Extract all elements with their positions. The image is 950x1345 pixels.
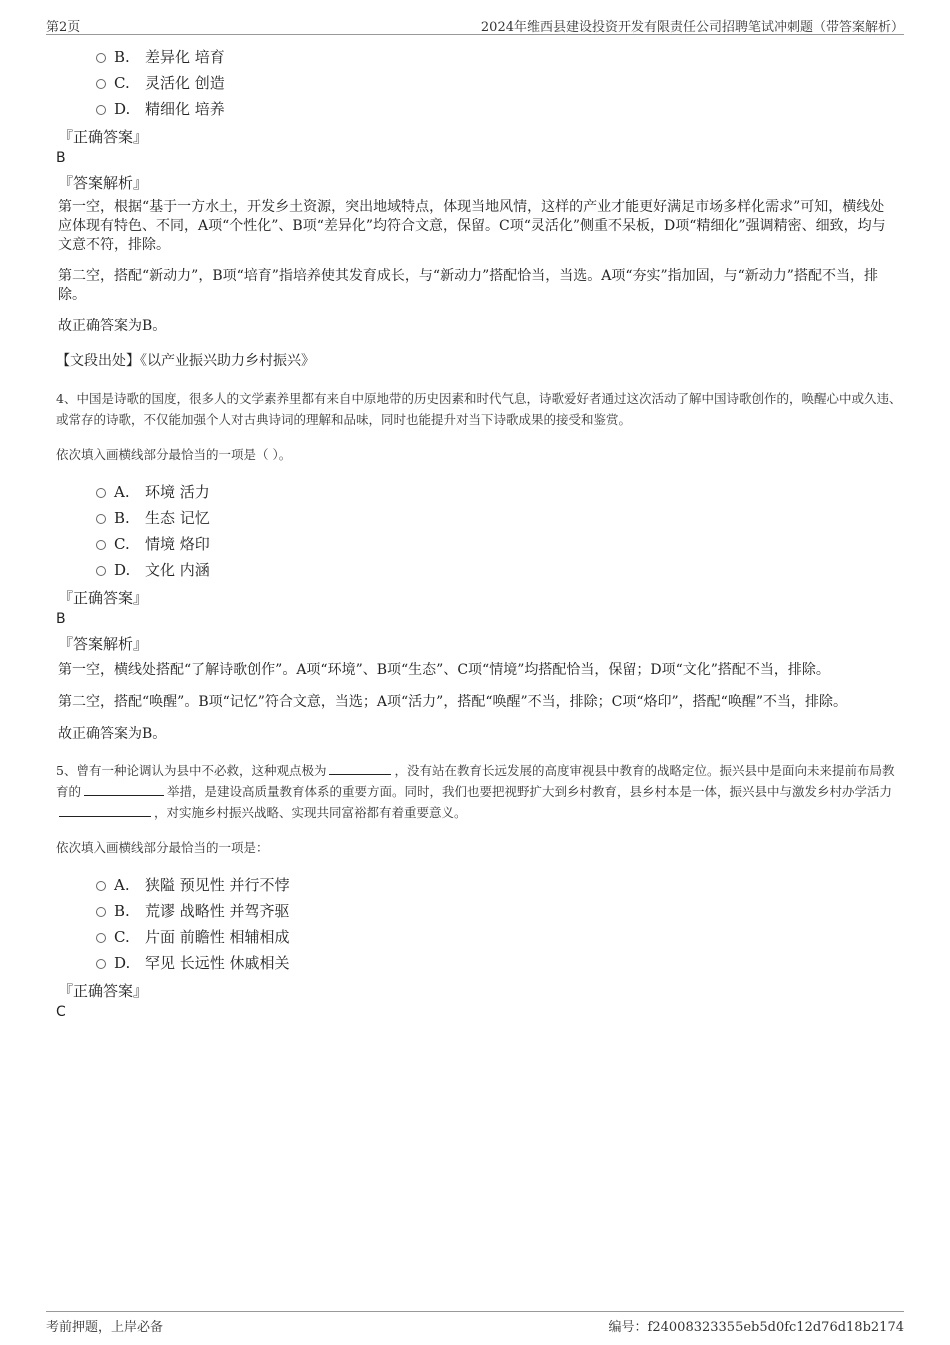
q4-stem: 4、中国是诗歌的国度，很多人的文学素养里都有来自中原地带的历史因素和时代气息，诗歌爱好者通过这次活动了解中国诗歌创作的，唤醒心中或久违、或常存的诗歌，不仅能加强个人对古典诗词的理解和品味，同时也能提升对当下诗歌成果的接受和鉴赏。 (56, 391, 902, 427)
q4-analysis-1: 第一空，横线处搭配“了解诗歌创作”。A项“环境”、B项“生态”、C项“情境”均搭配恰当，保留；D项“文化”搭配不当，排除。 (58, 662, 830, 678)
q3-option-b[interactable]: B. 差异化 培育 (56, 44, 902, 70)
radio-icon[interactable] (96, 105, 106, 115)
q3-option-d[interactable]: D. 精细化 培养 (56, 96, 902, 122)
radio-icon[interactable] (96, 907, 106, 917)
q5-instruction: 依次填入画横线部分最恰当的一项是： (56, 840, 269, 855)
blank-1 (329, 760, 391, 775)
blank-3 (59, 802, 151, 817)
q3-answer: B (56, 150, 66, 166)
q5-answer-label: 『正确答案』 (58, 982, 149, 1000)
radio-icon[interactable] (96, 79, 106, 89)
radio-icon[interactable] (96, 488, 106, 498)
q4-instruction: 依次填入画横线部分最恰当的一项是（ ）。 (56, 447, 292, 462)
q4-analysis-label: 『答案解析』 (58, 635, 149, 653)
footer-slogan: 考前押题，上岸必备 (46, 1320, 164, 1335)
q3-analysis-label: 『答案解析』 (58, 174, 149, 192)
q3-option-c[interactable]: C. 灵活化 创造 (56, 70, 902, 96)
q4-option-d[interactable]: D. 文化 内涵 (56, 557, 902, 583)
q4-options (56, 479, 902, 583)
radio-icon[interactable] (96, 933, 106, 943)
q3-analysis-1: 第一空，根据“基于一方水土，开发乡土资源，突出地域特点，体现当地风情，这样的产业才能更好满足市场多样化需求”可知，横线处应体现有特色、不同，A项“个性化”、B项“差异化”均符合文意，保留。C项“灵活化”侧重不呆板，D项“精细化”强调精密、细致，均与文意不符，排除。 (58, 199, 886, 253)
q4-option-c[interactable]: C. 情境 烙印 (56, 531, 902, 557)
page-number: 第2页 (46, 20, 81, 35)
q3-options (56, 44, 902, 122)
q3-analysis-2: 第二空，搭配“新动力”，B项“培育”指培养使其发育成长，与“新动力”搭配恰当，当选。A项“夯实”指加固，与“新动力”搭配不当，排除。 (58, 268, 878, 303)
radio-icon[interactable] (96, 959, 106, 969)
page-header (46, 14, 904, 35)
q5-options (56, 872, 902, 976)
page-content (56, 44, 902, 1022)
q5-answer: C (56, 1004, 66, 1020)
q3-answer-label: 『正确答案』 (58, 128, 149, 146)
q3-source: 【文段出处】《以产业振兴助力乡村振兴》 (56, 353, 315, 369)
blank-2 (84, 781, 164, 796)
q4-analysis-3: 故正确答案为B。 (58, 726, 167, 742)
q4-answer: B (56, 611, 66, 627)
radio-icon[interactable] (96, 540, 106, 550)
q3-analysis-3: 故正确答案为B。 (58, 318, 167, 334)
q5-stem: 5、曾有一种论调认为县中不必救，这种观点极为 ，没有站在教育长远发展的高度审视县中教育的战略定位。振兴县中是面向未来提前布局教育的 举措，是建设高质量教育体系的重要方面。同时，我们也要把视野扩大到乡村教育，县乡村本是一体，振兴县中与激发乡村办学活力，对实施乡村振兴战略、实现共同富裕都有着重要意义。 (56, 760, 902, 823)
document-code: 编号：f24008323355eb5d0fc12d76d18b2174 (608, 1320, 904, 1335)
document-title: 2024年维西县建设投资开发有限责任公司招聘笔试冲刺题（带答案解析） (480, 20, 904, 35)
q5-option-a[interactable]: A. 狭隘 预见性 并行不悖 (56, 872, 902, 898)
radio-icon[interactable] (96, 514, 106, 524)
radio-icon[interactable] (96, 53, 106, 63)
q5-option-b[interactable]: B. 荒谬 战略性 并驾齐驱 (56, 898, 902, 924)
q5-option-d[interactable]: D. 罕见 长远性 休戚相关 (56, 950, 902, 976)
radio-icon[interactable] (96, 566, 106, 576)
q4-option-a[interactable]: A. 环境 活力 (56, 479, 902, 505)
q4-analysis-2: 第二空，搭配“唤醒”。B项“记忆”符合文意，当选；A项“活力”，搭配“唤醒”不当，排除；C项“烙印”，搭配“唤醒”不当，排除。 (58, 694, 847, 710)
page-footer (46, 1311, 904, 1338)
q5-option-c[interactable]: C. 片面 前瞻性 相辅相成 (56, 924, 902, 950)
radio-icon[interactable] (96, 881, 106, 891)
q4-answer-label: 『正确答案』 (58, 589, 149, 607)
q4-option-b[interactable]: B. 生态 记忆 (56, 505, 902, 531)
